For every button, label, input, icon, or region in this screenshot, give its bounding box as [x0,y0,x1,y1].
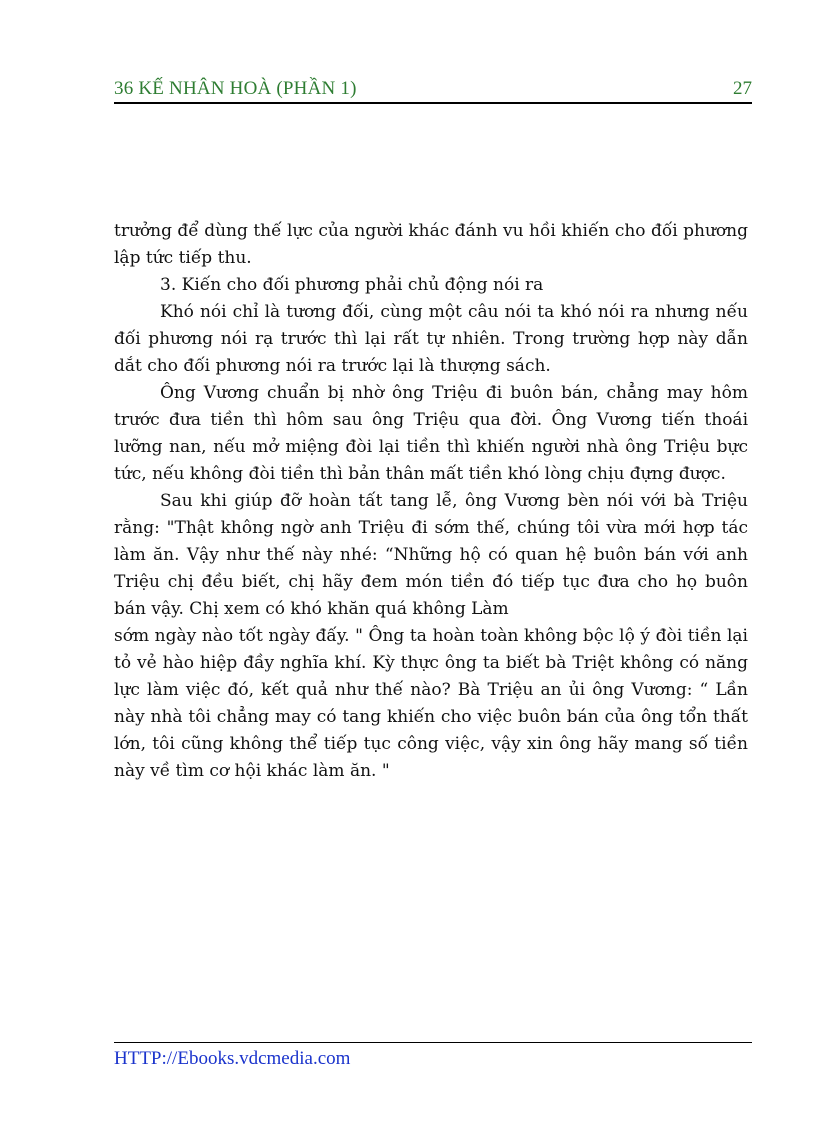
header-title: 36 KẾ NHÂN HOÀ (PHẦN 1) [114,78,357,99]
page-footer [114,1042,752,1070]
paragraph: sớm ngày nào tốt ngày đấy. " Ông ta hoàn toàn không bộc lộ ý đòi tiền lại tỏ vẻ hào hiệp đầy nghĩa khí. Kỳ thực ông ta biết bà Triệt không có năng lực làm việc đó, kết quả như thế nào? Bà Triệu an ủi ông Vương: “ Lần này nhà tôi chẳng may có tang khiến cho việc buôn bán của ông tổn thất lớn, tôi cũng không thể tiếp tục công việc, vậy xin ông hãy mang số tiền này về tìm cơ hội khác làm ăn. " [114,626,748,781]
footer-link[interactable]: HTTP://Ebooks.vdcmedia.com [114,1048,351,1069]
page-number: 27 [733,78,752,99]
page-header [114,76,752,104]
body-text [114,218,748,785]
section-heading: 3. Kiến cho đối phương phải chủ động nói ra [160,275,544,295]
paragraph: Khó nói chỉ là tương đối, cùng một câu nói ta khó nói ra nhưng nếu đối phương nói rạ trước thì lại rất tự nhiên. Trong trường hợp này dẫn dắt cho đối phương nói ra trước lại là thượng sách. [114,302,748,376]
paragraph: Ông Vương chuẩn bị nhờ ông Triệu đi buôn bán, chẳng may hôm trước đưa tiền thì hôm sau ông Triệu qua đời. Ông Vương tiến thoái lưỡng nan, nếu mở miệng đòi lại tiền thì khiến người nhà ông Triệu bực tức, nếu không đòi tiền thì bản thân mất tiền khó lòng chịu đựng được. [114,383,748,484]
paragraph: Sau khi giúp đỡ hoàn tất tang lễ, ông Vương bèn nói với bà Triệu rằng: "Thật không ngờ anh Triệu đi sớm thế, chúng tôi vừa mới hợp tác làm ăn. Vậy như thế này nhé: “Những hộ có quan hệ buôn bán với anh Triệu chị đều biết, chị hãy đem món tiền đó tiếp tục đưa cho họ buôn bán vậy. Chị xem có khó khăn quá không Làm [114,491,748,619]
paragraph-continuation: trưởng để dùng thế lực của người khác đánh vu hồi khiến cho đối phương lập tức tiếp thu. [114,221,748,268]
